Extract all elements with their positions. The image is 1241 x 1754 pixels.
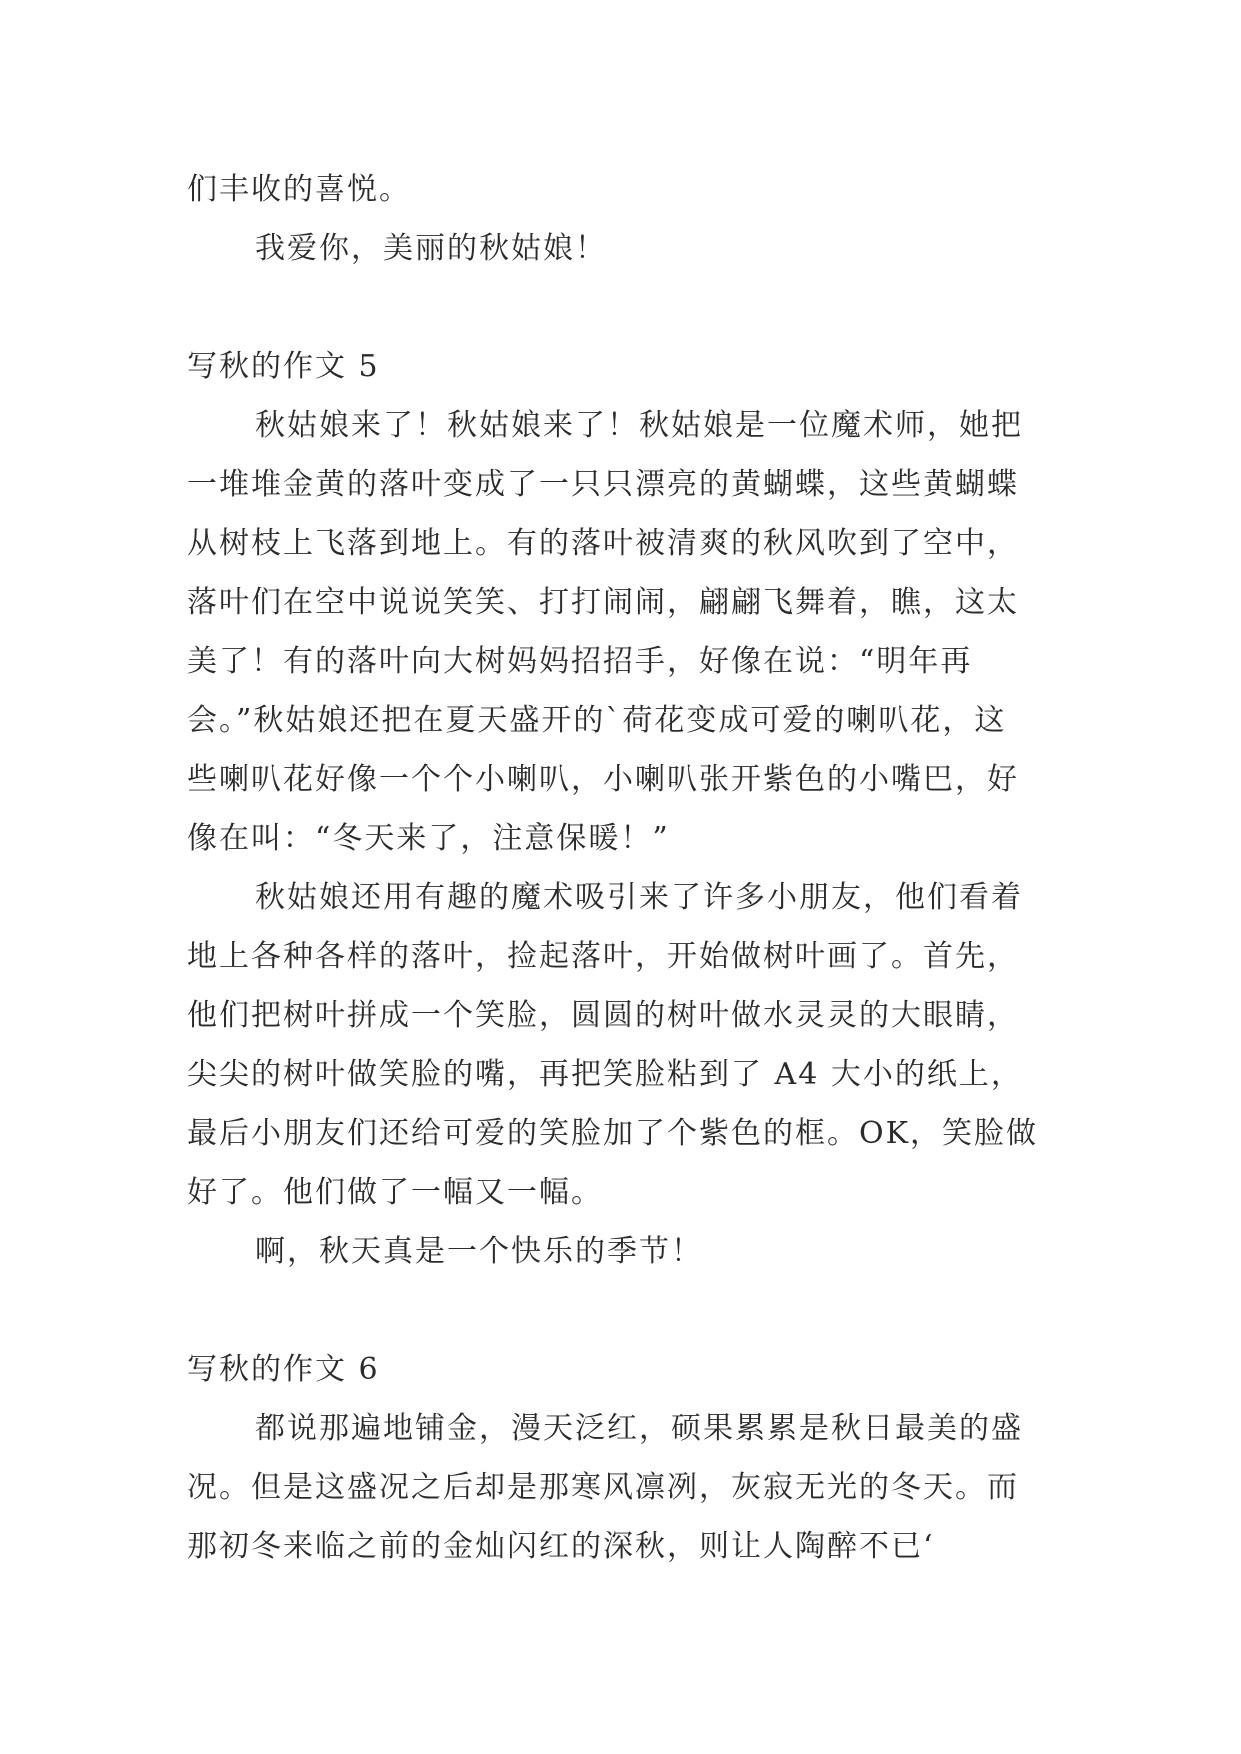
text-line: 他们把树叶拼成一个笑脸，圆圆的树叶做水灵灵的大眼睛， bbox=[187, 998, 1019, 1033]
paragraph-5-3: 啊，秋天真是一个快乐的季节！ bbox=[255, 1234, 703, 1269]
text-line: 落叶们在空中说说笑笑、打打闹闹，翩翩飞舞着，瞧，这太 bbox=[187, 585, 1019, 620]
document-content bbox=[187, 160, 1057, 1576]
text-line: 一堆堆金黄的落叶变成了一只只漂亮的黄蝴蝶，这些黄蝴蝶 bbox=[187, 467, 1019, 502]
text-line: 秋姑娘来了！秋姑娘来了！秋姑娘是一位魔术师，她把 bbox=[255, 408, 1023, 443]
text-line: 从树枝上飞落到地上。有的落叶被清爽的秋风吹到了空中， bbox=[187, 526, 1019, 561]
text-line: 我爱你，美丽的秋姑娘！ bbox=[255, 231, 607, 266]
section-spacer bbox=[187, 278, 1057, 337]
section-title-6: 写秋的作文 6 bbox=[187, 1352, 380, 1387]
text-line: 会。”秋姑娘还把在夏天盛开的`荷花变成可爱的喇叭花，这 bbox=[187, 703, 1007, 738]
text-line: 像在叫：“冬天来了，注意保暖！” bbox=[187, 821, 670, 856]
text-line: 些喇叭花好像一个个小喇叭，小喇叭张开紫色的小嘴巴，好 bbox=[187, 762, 1019, 797]
text-line: 那初冬来临之前的金灿闪红的深秋，则让人陶醉不已‘ bbox=[187, 1529, 935, 1564]
text-line: 美了！有的落叶向大树妈妈招招手，好像在说：“明年再 bbox=[187, 644, 973, 679]
text-line: 秋姑娘还用有趣的魔术吸引来了许多小朋友，他们看着 bbox=[255, 880, 1023, 915]
text-line: 们丰收的喜悦。 bbox=[187, 172, 411, 207]
text-line: 况。但是这盛况之后却是那寒风凛冽，灰寂无光的冬天。而 bbox=[187, 1470, 1019, 1505]
paragraph-5-1 bbox=[187, 396, 1057, 868]
paragraph-6-1 bbox=[187, 1399, 1057, 1576]
text-line: 尖尖的树叶做笑脸的嘴，再把笑脸粘到了 A4 大小的纸上， bbox=[187, 1057, 1023, 1092]
text-line: 都说那遍地铺金，漫天泛红，硕果累累是秋日最美的盛 bbox=[255, 1411, 1023, 1446]
section-spacer bbox=[187, 1281, 1057, 1340]
text-line: 最后小朋友们还给可爱的笑脸加了个紫色的框。OK，笑脸做 bbox=[187, 1116, 1039, 1151]
text-line: 好了。他们做了一幅又一幅。 bbox=[187, 1175, 603, 1210]
text-line: 地上各种各样的落叶，捡起落叶，开始做树叶画了。首先， bbox=[187, 939, 1019, 974]
paragraph-5-2 bbox=[187, 868, 1057, 1222]
section-title-5: 写秋的作文 5 bbox=[187, 349, 380, 384]
